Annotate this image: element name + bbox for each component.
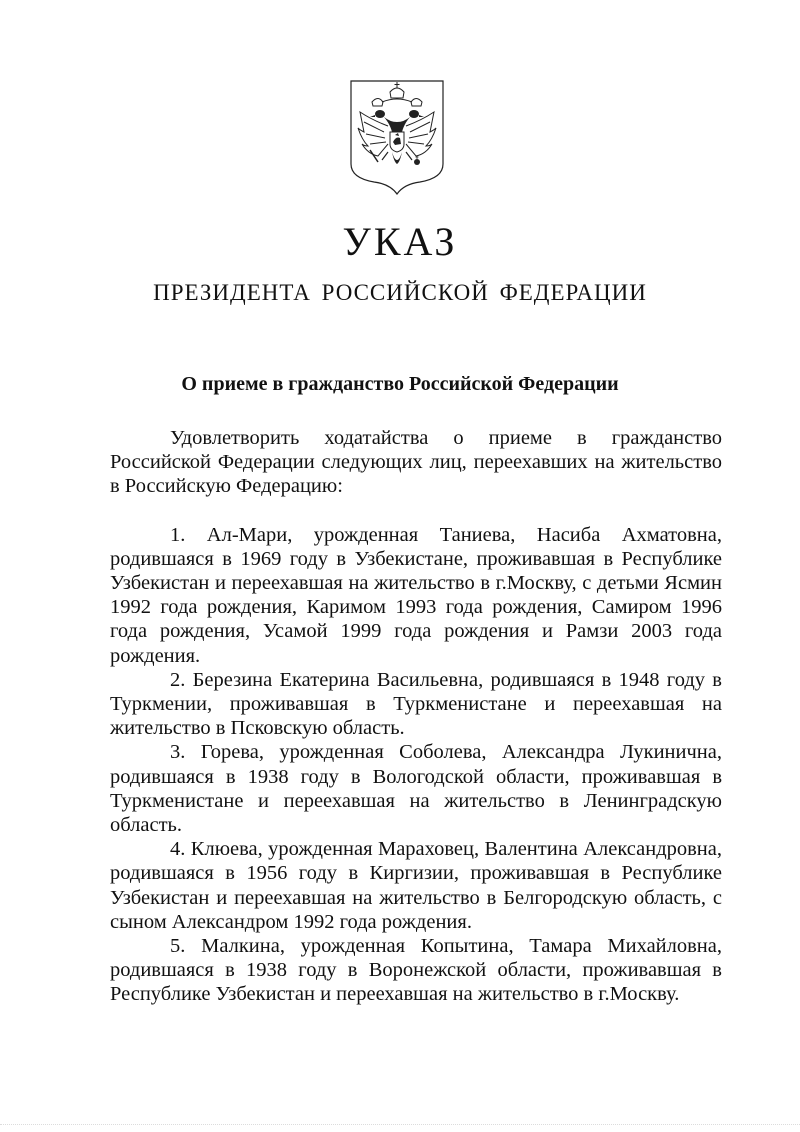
list-item-5: 5. Малкина, урожденная Копытина, Тамара Михайловна, родившаяся в 1938 году в Воронежской области, проживавшая в Республике Узбекистан и переехавшая на жительство в г.Москву. xyxy=(110,935,722,1006)
document-heading: О приеме в гражданство Российской Федерации xyxy=(181,373,619,395)
document-subtitle: ПРЕЗИДЕНТА РОССИЙСКОЙ ФЕДЕРАЦИИ xyxy=(153,280,647,305)
document-body xyxy=(110,426,722,1007)
coat-of-arms-emblem xyxy=(348,78,446,196)
list-item-4: 4. Клюева, урожденная Мараховец, Валентина Александровна, родившаяся в 1956 году в Киргизии, проживавшая в Республике Узбекистан и переехавшая на жительство в Белгородскую область, с сыном Александром 1992 года рождения. xyxy=(110,838,722,933)
document-title: УКАЗ xyxy=(342,219,458,264)
list-item-2: 2. Березина Екатерина Васильевна, родившаяся в 1948 году в Туркмении, проживавшая в Туркменистане и переехавшая на жительство в Псковскую область. xyxy=(110,668,722,740)
list-item-3: 3. Горева, урожденная Соболева, Александра Лукинична, родившаяся в 1938 году в Вологодской области, проживавшая в Туркменистане и переехавшая на жительство в Ленинградскую область. xyxy=(110,741,722,837)
list-item-1: 1. Ал-Мари, урожденная Таниева, Насиба Ахматовна, родившаяся в 1969 году в Узбекистане, проживавшая в Республике Узбекистан и переехавшая на жительство в г.Москву, с детьми Ясмин 1992 года рождения, Каримом 1993 года рождения, Самиром 1996 года рождения, Усамой 1999 года рождения и Рамзи 2003 года рождения. xyxy=(110,523,722,667)
scan-edge-divider xyxy=(0,1124,800,1128)
intro-paragraph: Удовлетворить ходатайства о приеме в гражданство Российской Федерации следующих лиц, переехавших на жительство в Российскую Федерацию: xyxy=(110,427,722,498)
